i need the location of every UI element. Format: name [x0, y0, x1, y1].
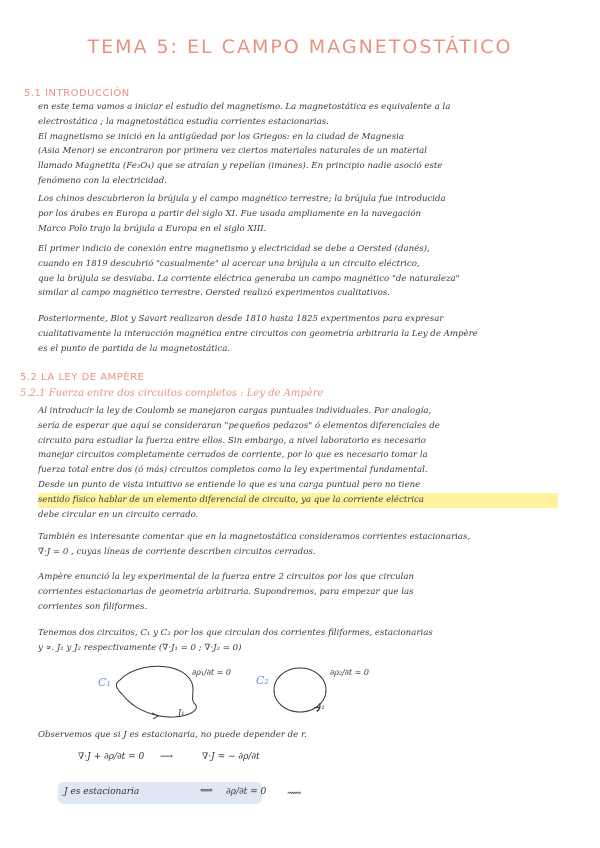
divergence-equation: ∇·J = − ∂ρ/∂t: [202, 752, 260, 762]
text-line: circuito para estudiar la fuerza entre ellos. Sin embargo, a nivel laboratorio es necesario: [38, 435, 426, 446]
text-line: ∇·J = 0 , cuyas líneas de corriente describen circuitos cerrados.: [38, 546, 316, 557]
intro-block-2: [38, 192, 558, 236]
text-line: y ∝. J₁ y J₂ respectivamente (∇·J₁ = 0 ; ∇·J₂ = 0): [38, 642, 242, 653]
text-line: Posteriormente, Biot y Savart realizaron desde 1810 hasta 1825 experimentos para expresar: [38, 314, 444, 324]
ampere-block-1: [38, 404, 558, 522]
text-line: debe circular en un circuito cerrado.: [38, 509, 199, 520]
c2-label: C₂: [256, 674, 269, 687]
text-line: fenómeno con la electricidad.: [38, 175, 167, 186]
text-line: en este tema vamos a iniciar el estudio del magnetismo. La magnetostática es equivalente a la: [38, 102, 451, 112]
text-line: El magnetismo se inició en la antigüedad por los Griegos: en la ciudad de Magnesia: [38, 131, 404, 142]
section-heading-ampere: 5.2 LA LEY DE AMPÈRE: [20, 372, 145, 383]
text-line: cuando en 1819 descubrió "casualmente" al acercar una brújula a un circuito eléctrico,: [38, 258, 420, 269]
text-line: es el punto de partida de la magnetostática.: [38, 343, 231, 354]
ampere-block-2: [38, 530, 558, 560]
continuity-equation: ∇·J + ∂ρ/∂t = 0: [78, 752, 145, 762]
squiggle-arrow-icon: ⟿: [287, 788, 302, 799]
equation-c2: ∂ρ₂/∂t = 0: [330, 668, 369, 677]
j1-label: J₁: [178, 708, 185, 717]
text-line: Ampère enunció la ley experimental de la fuerza entre 2 circuitos por los que circulan: [38, 572, 415, 582]
subsection-heading: 5.2.1 Fuerza entre dos circuitos completos : Ley de Ampère: [20, 388, 324, 399]
implies-arrow-icon: ⟶: [160, 752, 173, 762]
c1-label: C₁: [98, 676, 111, 689]
text-line: llamado Magnetita (Fe₃O₄) que se atraían y repelían (imanes). En principio nadie asoció este: [38, 161, 443, 172]
circuits-figure: [90, 662, 470, 722]
summary-equation: ∂ρ/∂t = 0: [226, 787, 267, 797]
text-line: fuerza total entre dos (ó más) circuitos completos como la ley experimental fundamental.: [38, 465, 428, 476]
intro-block-4: [38, 312, 558, 356]
conclusion-block: [38, 728, 558, 743]
section-heading-intro: 5.1 INTRODUCCIÓN: [24, 88, 130, 99]
text-line: Desde un punto de vista intuitivo se entiende lo que es una carga puntual pero no tiene: [38, 479, 421, 490]
text-line: corrientes estacionarias de geometría arbitraria. Supondremos, para empezar que las: [38, 586, 414, 597]
text-line: Los chinos descubrieron la brújula y el campo magnético terrestre; la brújula fue introducida: [38, 194, 446, 204]
summary-text: J es estacionaria: [64, 787, 140, 797]
intro-block-3: [38, 242, 558, 301]
text-line: Observemos que si J es estacionaria, no puede depender de r.: [38, 730, 307, 740]
text-line: electrostática ; la magnetostática estudia corrientes estacionarias.: [38, 116, 329, 127]
text-line: sería de esperar que aquí se consideraran "pequeños pedazos" ó elementos diferenciales de: [38, 420, 440, 431]
ampere-block-4: [38, 626, 558, 656]
text-line: Tenemos dos circuitos, C₁ y C₂ por los que circulan dos corrientes filiformes, estacionarias: [38, 628, 433, 638]
ampere-block-3: [38, 570, 558, 614]
text-line: Al introducir la ley de Coulomb se manejaron cargas puntuales individuales. Por analogía,: [38, 406, 432, 416]
equation-c1: ∂ρ₁/∂t = 0: [192, 668, 231, 677]
page-title: TEMA 5: EL CAMPO MAGNETOSTÁTICO: [87, 36, 513, 58]
text-line: El primer indicio de conexión entre magnetismo y electricidad se debe a Oersted (danés),: [38, 244, 430, 254]
text-line: similar al campo magnético terrestre. Oersted realizó experimentos cualitativos.: [38, 288, 391, 299]
text-line: Marco Polo trajo la brújula a Europa en el siglo XIII.: [38, 223, 267, 234]
text-line: manejar circuitos completamente cerrados de corriente, por lo que es necesario tomar la: [38, 450, 428, 461]
j2-label: J₂: [318, 702, 325, 711]
arrow-icon: [152, 713, 158, 719]
iff-arrow-icon: ⟺: [200, 786, 213, 796]
intro-block-1: [38, 100, 558, 189]
text-line: que la brújula se desviaba. La corriente eléctrica generaba un campo magnético "de naturaleza": [38, 273, 460, 284]
highlighted-line: sentido físico hablar de un elemento diferencial de circuito, ya que la corriente eléctrica: [38, 493, 558, 508]
text-line: cualitativamente la interacción magnética entre circuitos con geometría arbitraria la Ley de Ampère: [38, 328, 478, 339]
text-line: corrientes son filiformes.: [38, 601, 148, 612]
text-line: (Asia Menor) se encontraron por primera vez ciertos materiales naturales de un material: [38, 146, 428, 157]
text-line: También es interesante comentar que en la magnetostática consideramos corrientes estacionarias,: [38, 532, 471, 542]
text-line: por los árabes en Europa a partir del siglo XI. Fue usada ampliamente en la navegación: [38, 208, 422, 219]
